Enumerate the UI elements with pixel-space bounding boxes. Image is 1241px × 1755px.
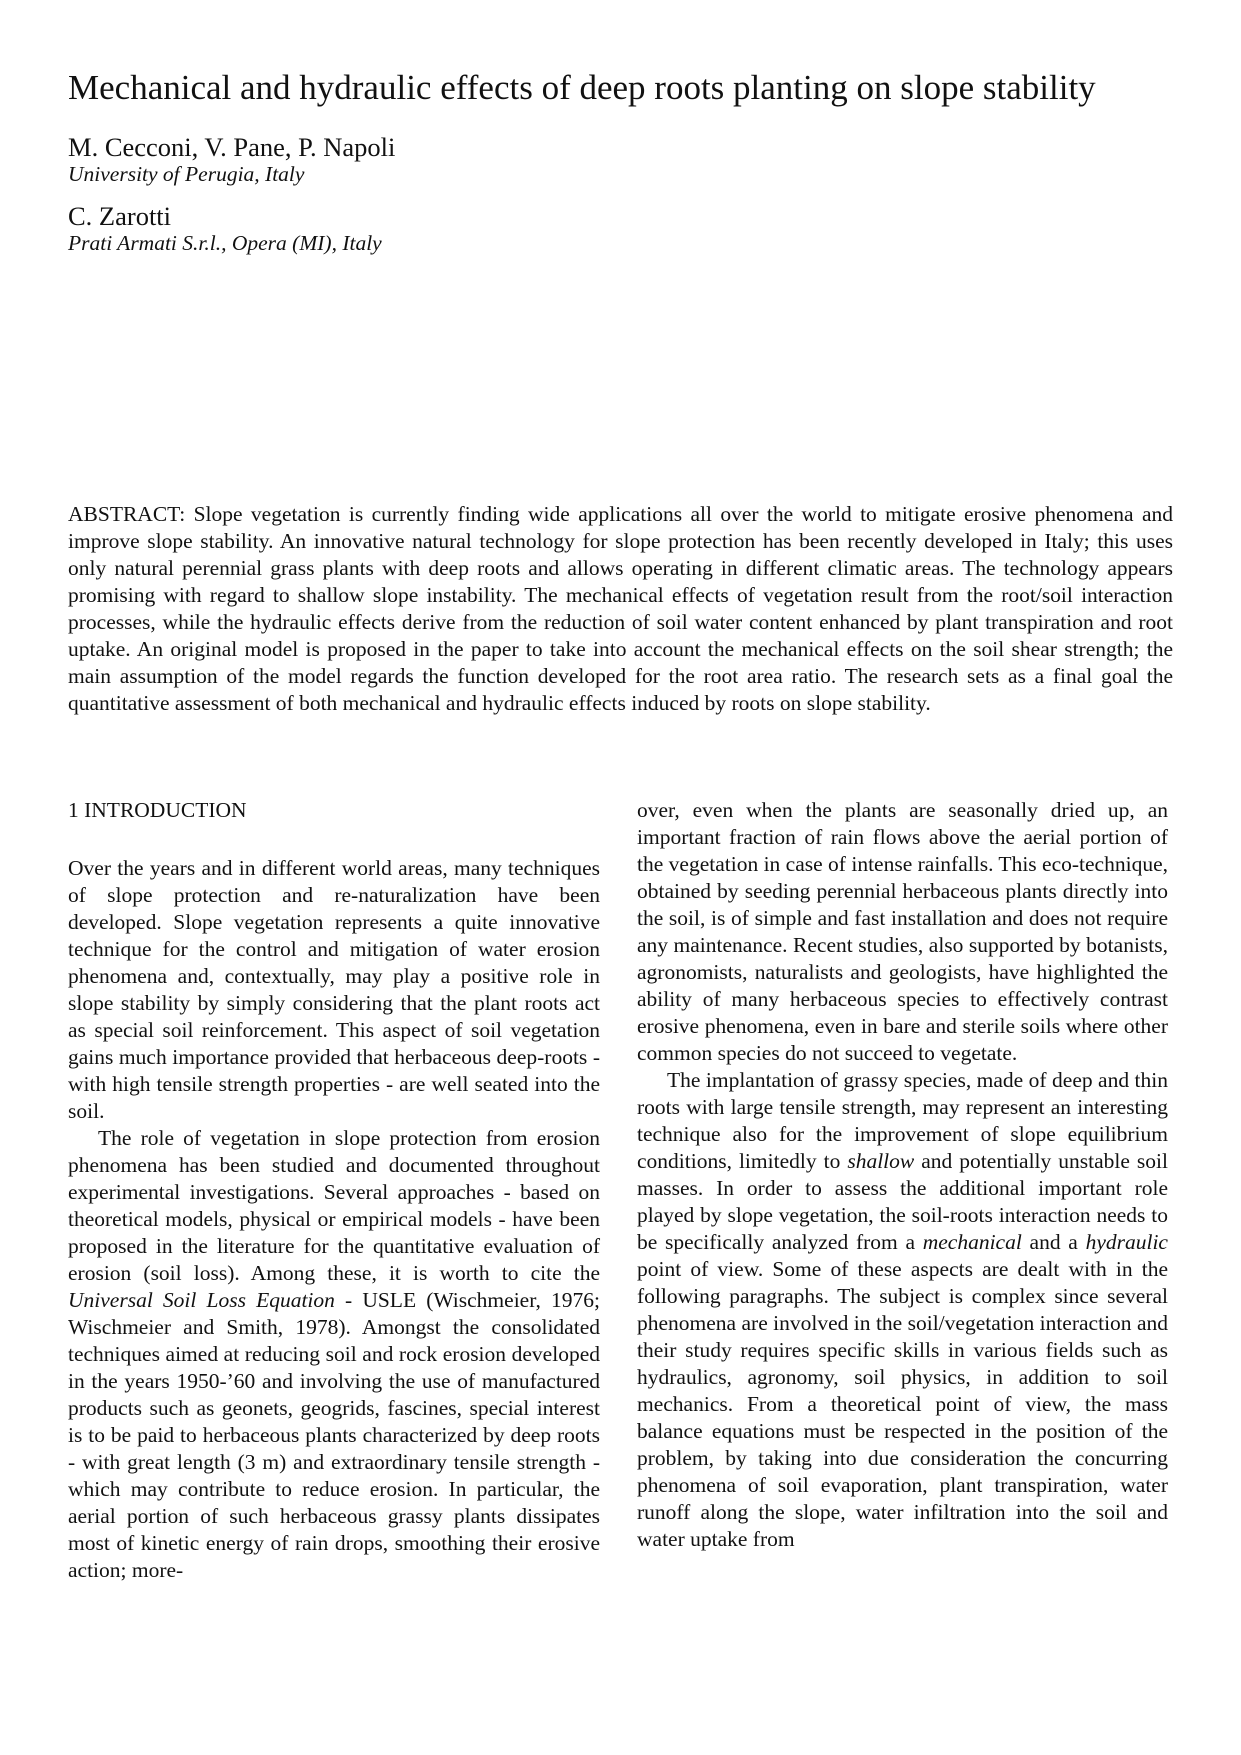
intro-paragraph-4 <box>637 1067 1168 1553</box>
right-column <box>637 797 1168 1553</box>
hydraulic-emphasis: hydraulic <box>1085 1230 1168 1254</box>
paper-title: Mechanical and hydraulic effects of deep roots planting on slope stability <box>68 68 1096 107</box>
authors-line-2: C. Zarotti <box>68 201 172 231</box>
affiliation-1: University of Perugia, Italy <box>68 162 305 186</box>
intro-paragraph-4-text-a: The implantation of grassy species, made of deep and thin roots with large tensile strength, may represent an interesting technique also for the improvement of slope equilibrium conditions, limitedly to <box>637 1068 1168 1173</box>
intro-paragraph-4-text-b: and potentially unstable soil masses. In order to assess the additional important role played by slope vegetation, the soil-roots interaction needs to be specifically analyzed from a <box>637 1149 1168 1254</box>
intro-paragraph-4-text-d: point of view. Some of these aspects are dealt with in the following paragraphs. The subject is complex since several phenomena are involved in the soil/vegetation interaction and their study requires specific skills in various fields such as hydraulics, agronomy, soil physics, in addition to soil mechanics. From a theoretical point of view, the mass balance equations must be respected in the position of the problem, by taking into due consideration the concurring phenomena of soil evaporation, plant transpiration, water runoff along the slope, water infiltration into the soil and water uptake from <box>637 1257 1168 1551</box>
intro-paragraph-4-text-c: and a <box>1021 1230 1086 1254</box>
mechanical-emphasis: mechanical <box>922 1230 1022 1254</box>
usle-emphasis: Universal Soil Loss Equation <box>68 1288 335 1312</box>
intro-paragraph-3: over, even when the plants are seasonally dried up, an important fraction of rain flows above the aerial portion of the vegetation in case of intense rainfalls. This eco-technique, obtained by seeding perennial herbaceous plants directly into the soil, is of simple and fast installation and does not require any maintenance. Recent studies, also supported by botanists, agronomists, naturalists and geologists, have highlighted the ability of many herbaceous species to effectively contrast erosive phenomena, even in bare and sterile soils where other common species do not succeed to vegetate. <box>637 798 1168 1065</box>
abstract: ABSTRACT: Slope vegetation is currently finding wide applications all over the world to mitigate erosive phenomena and improve slope stability. An innovative natural technology for slope protection has been recently developed in Italy; this uses only natural perennial grass plants with deep roots and allows operating in different climatic areas. The technology appears promising with regard to shallow slope instability. The mechanical effects of vegetation result from the root/soil interaction processes, while the hydraulic effects derive from the reduction of soil water content enhanced by plant transpiration and root uptake. An original model is proposed in the paper to take into account the mechanical effects on the soil shear strength; the main assumption of the model regards the function developed for the root area ratio. The research sets as a final goal the quantitative assessment of both mechanical and hydraulic effects induced by roots on slope stability. <box>68 502 1173 715</box>
section-heading-introduction: 1 INTRODUCTION <box>68 798 247 822</box>
intro-paragraph-2-text-b: - USLE (Wischmeier, 1976; Wischmeier and Smith, 1978). Amongst the consolidated techniques aimed at reducing soil and rock erosion developed in the years 1950-’60 and involving the use of manufactured products such as geonets, geogrids, fascines, special interest is to be paid to herbaceous plants characterized by deep roots - with great length (3 m) and extraordinary tensile strength - which may contribute to reduce erosion. In particular, the aerial portion of such herbaceous grassy plants dissipates most of kinetic energy of rain drops, smoothing their erosive action; more- <box>68 1288 600 1582</box>
intro-paragraph-1: Over the years and in different world areas, many techniques of slope protection and re-naturalization have been developed. Slope vegetation represents a quite innovative technique for the control and mitigation of water erosion phenomena and, contextually, may play a positive role in slope stability by simply considering that the plant roots act as special soil reinforcement. This aspect of soil vegetation gains much importance provided that herbaceous deep-roots - with high tensile strength properties - are well seated into the soil. <box>68 856 600 1123</box>
left-column <box>68 855 600 1584</box>
intro-paragraph-2-text-a: The role of vegetation in slope protection from erosion phenomena has been studied and documented throughout experimental investigations. Several approaches - based on theoretical models, physical or empirical models - have been proposed in the literature for the quantitative evaluation of erosion (soil loss). Among these, it is worth to cite the <box>68 1126 600 1285</box>
shallow-emphasis: shallow <box>847 1149 915 1173</box>
affiliation-2: Prati Armati S.r.l., Opera (MI), Italy <box>68 231 382 255</box>
authors-line-1: M. Cecconi, V. Pane, P. Napoli <box>68 132 396 162</box>
intro-paragraph-2 <box>68 1125 600 1584</box>
